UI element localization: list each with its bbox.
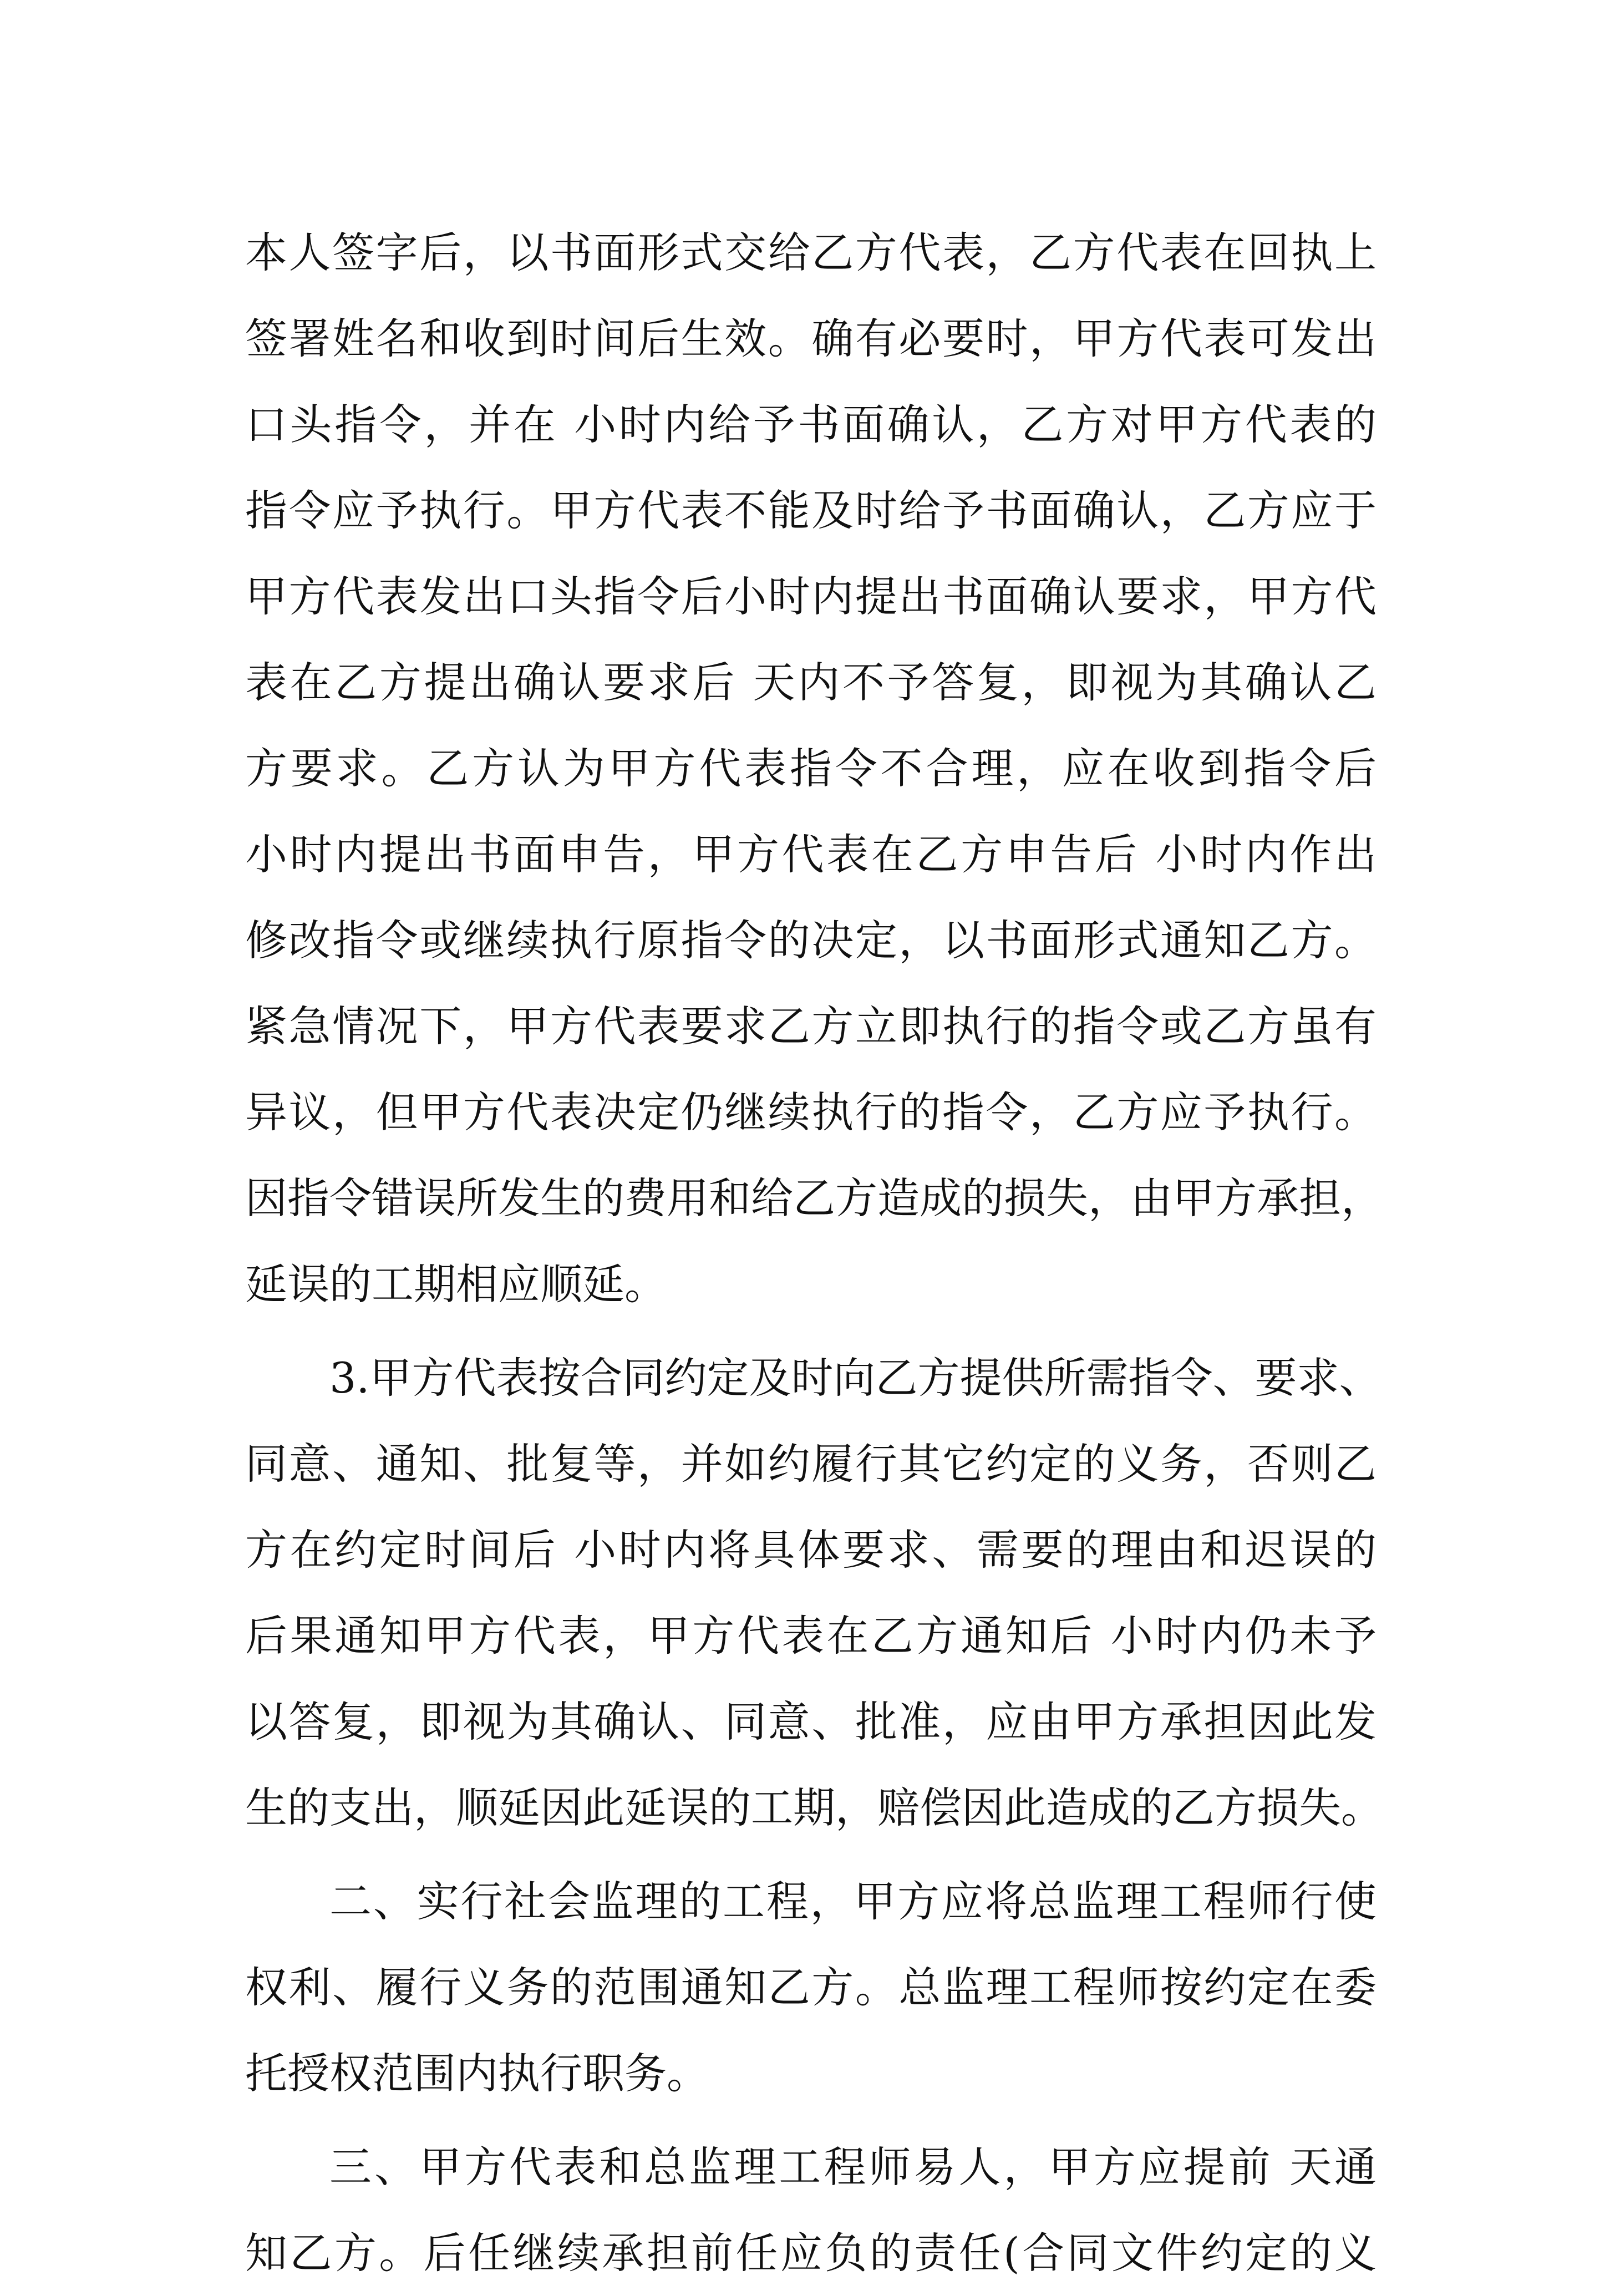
text-line: 以答复，即视为其确认、同意、批准，应由甲方承担因此发: [245, 1697, 1377, 1746]
text-line: 权利、履行义务的范围通知乙方。总监理工程师按约定在委: [245, 1963, 1377, 2012]
text-line: 异议，但甲方代表决定仍继续执行的指令，乙方应予执行。: [245, 1088, 1377, 1137]
text-line: 二、实行社会监理的工程，甲方应将总监理工程师行使: [329, 1877, 1377, 1926]
paragraph-4: [245, 2124, 1377, 2296]
paragraph-gap: [245, 1327, 1377, 1335]
text-line: 甲方代表发出口头指令后小时内提出书面确认要求，甲方代: [245, 572, 1377, 621]
text-line: 后果通知甲方代表，甲方代表在乙方通知后 小时内仍未予: [245, 1611, 1377, 1660]
text-line: 托授权范围内执行职务。: [245, 2049, 709, 2098]
text-line: 口头指令，并在 小时内给予书面确认，乙方对甲方代表的: [245, 400, 1377, 449]
paragraph-2: [245, 1335, 1383, 1851]
text-line: 生的支出，顺延因此延误的工期，赔偿因此造成的乙方损失。: [245, 1783, 1383, 1832]
text-line: 修改指令或继续执行原指令的决定，以书面形式通知乙方。: [245, 916, 1377, 965]
paragraph-3: [245, 1858, 1377, 2116]
document-body: [245, 210, 1383, 2296]
text-line: 3.甲方代表按合同约定及时向乙方提供所需指令、要求、: [329, 1353, 1381, 1403]
text-line: 表在乙方提出确认要求后 天内不予答复，即视为其确认乙: [245, 658, 1377, 707]
text-line: 签署姓名和收到时间后生效。确有必要时，甲方代表可发出: [245, 314, 1377, 363]
text-line: 小时内提出书面申告，甲方代表在乙方申告后 小时内作出: [245, 830, 1377, 879]
text-line: 三、甲方代表和总监理工程师易人，甲方应提前 天通: [329, 2142, 1377, 2192]
text-line: 方在约定时间后 小时内将具体要求、需要的理由和迟误的: [245, 1525, 1377, 1574]
text-line: 同意、通知、批复等，并如约履行其它约定的义务，否则乙: [245, 1439, 1377, 1489]
text-line: 本人签字后，以书面形式交给乙方代表，乙方代表在回执上: [245, 228, 1377, 277]
text-line: 紧急情况下，甲方代表要求乙方立即执行的指令或乙方虽有: [245, 1002, 1377, 1051]
text-line: 因指令错误所发生的费用和给乙方造成的损失，由甲方承担，: [245, 1174, 1383, 1223]
paragraph-gap: [245, 2116, 1377, 2124]
paragraph-gap: [245, 1851, 1377, 1858]
text-line: 方要求。乙方认为甲方代表指令不合理，应在收到指令后: [245, 744, 1377, 793]
text-line: 延误的工期相应顺延。: [245, 1259, 667, 1309]
paragraph-1: [245, 210, 1383, 1327]
text-line: 知乙方。后任继续承担前任应负的责任(合同文件约定的义: [245, 2228, 1377, 2278]
text-line: 指令应予执行。甲方代表不能及时给予书面确认，乙方应于: [245, 486, 1377, 535]
